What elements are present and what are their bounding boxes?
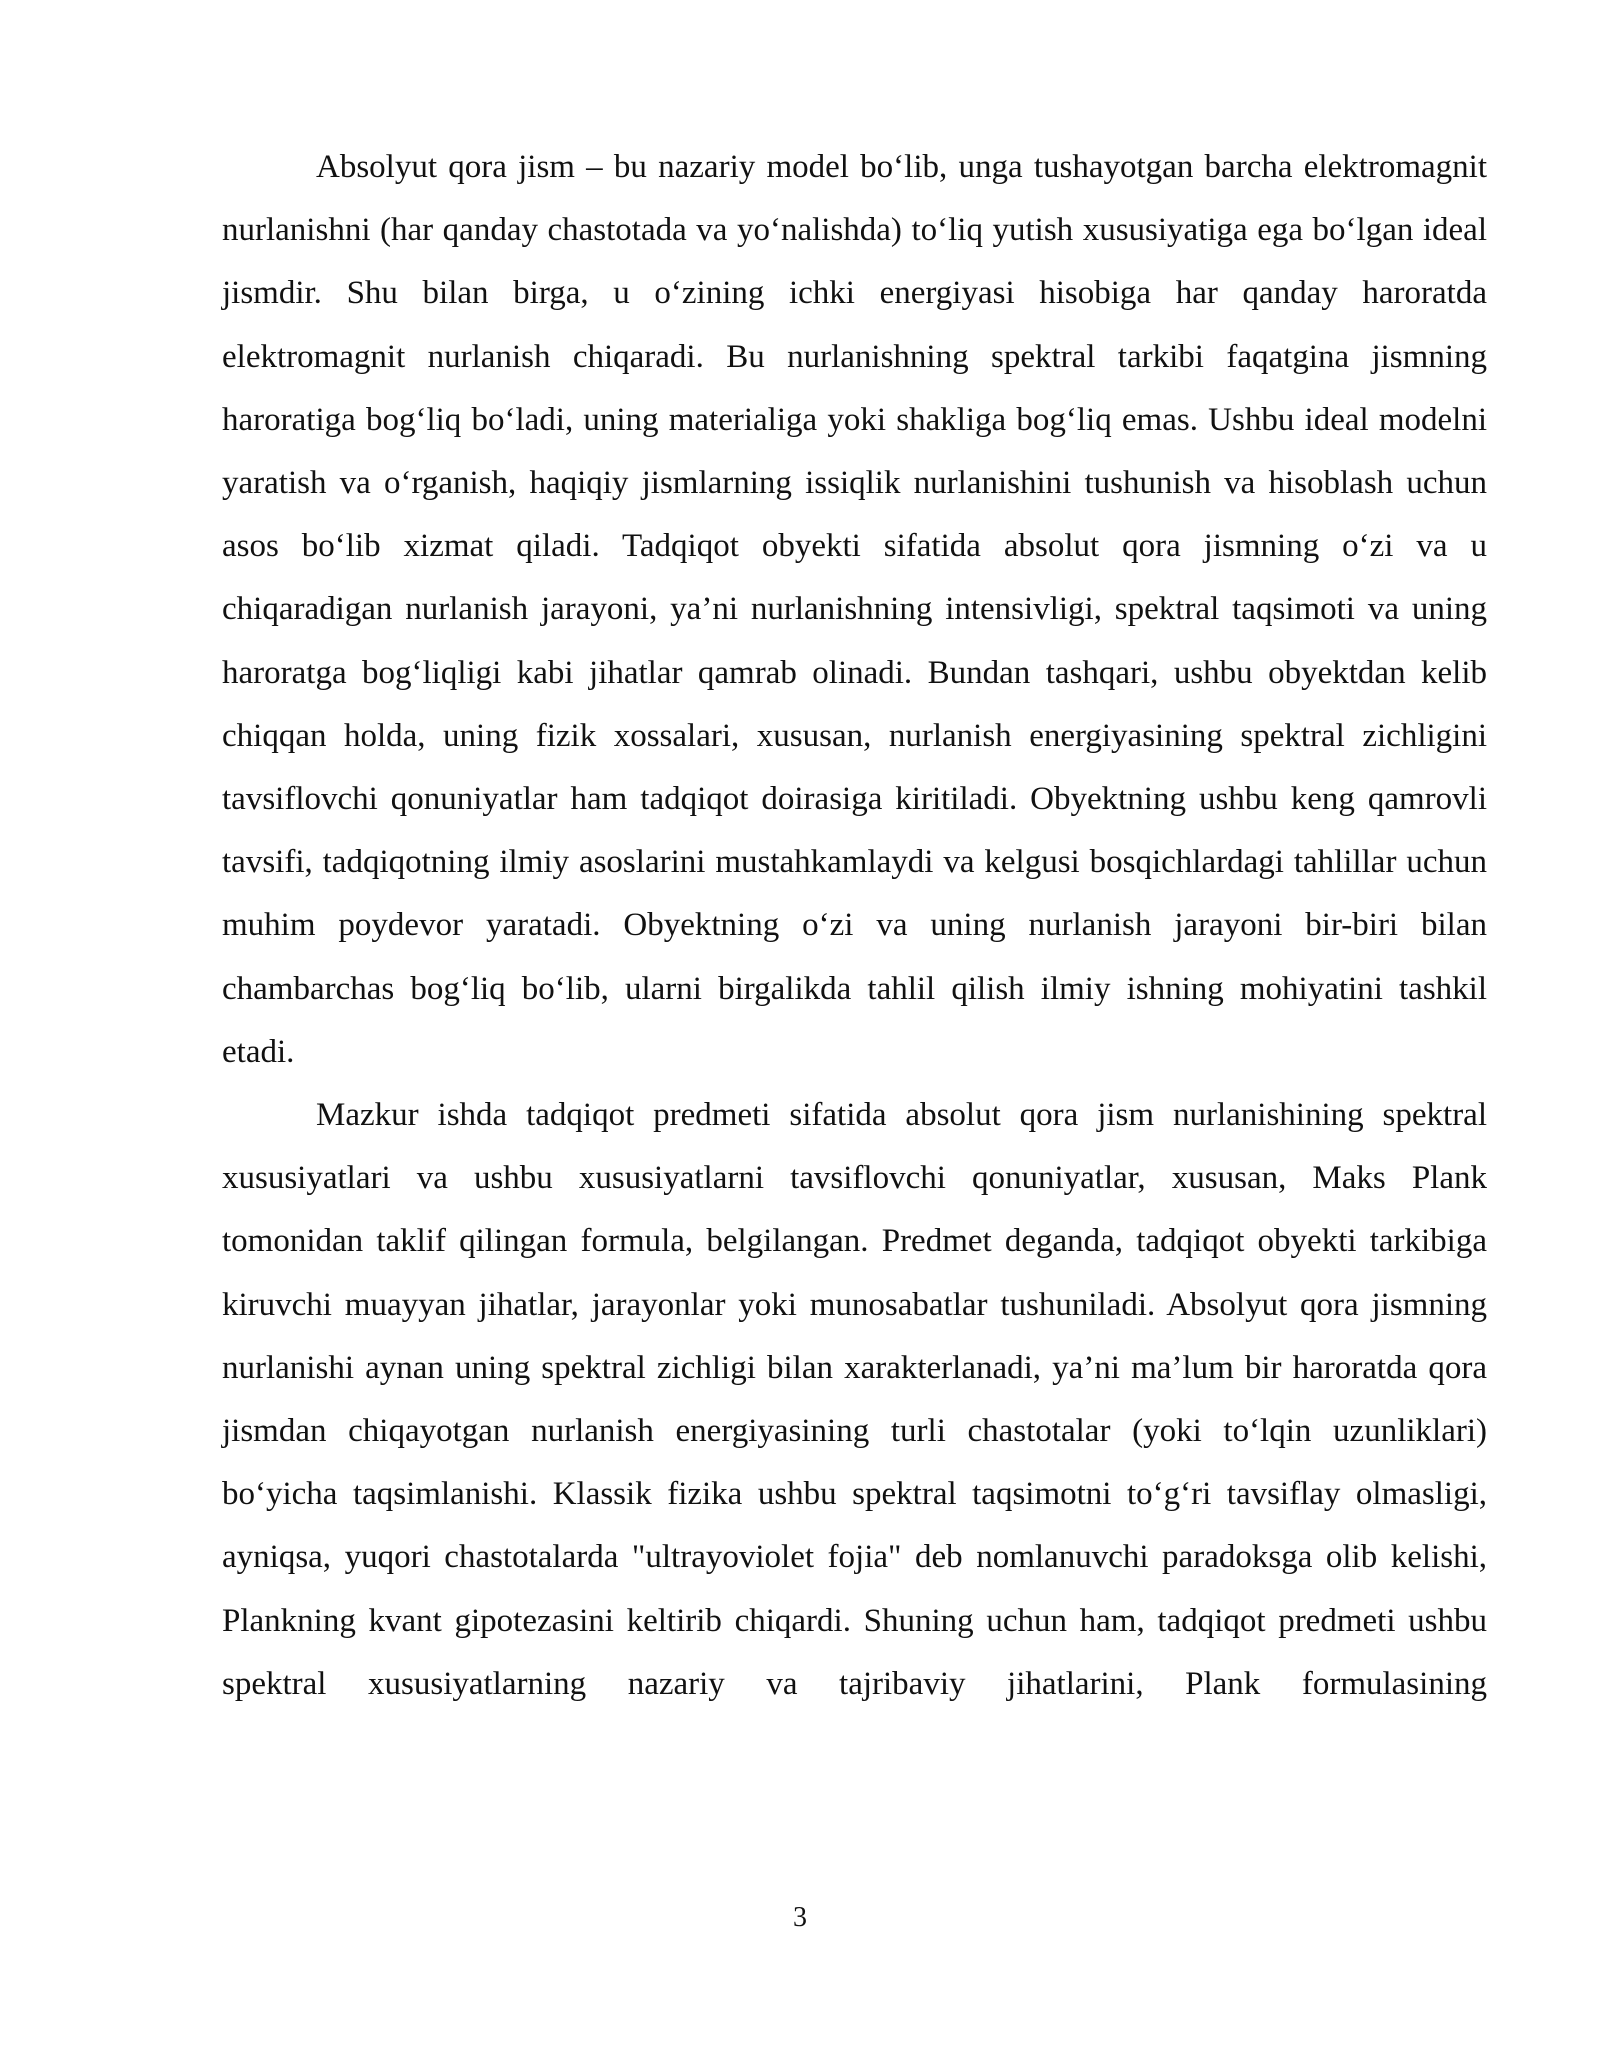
paragraph-object-definition: Absolyut qora jism – bu nazariy model bo‘lib, unga tushayotgan barcha elektromagnit nurlanishni (har qanday chastotada va yo‘nalishda) to‘liq yutish xususiyatiga ega bo‘lgan ideal jismdir. Shu bilan birga, u o‘zining ichki energiyasi hisobiga har qanday haroratda elektromagnit nurlanish chiqaradi. Bu nurlanishning spektral tarkibi faqatgina jismning haroratiga bog‘liq bo‘ladi, uning materialiga yoki shakliga bog‘liq emas. Ushbu ideal modelni yaratish va o‘rganish, haqiqiy jismlarning issiqlik nurlanishini tushunish va hisoblash uchun asos bo‘lib xizmat qiladi. Tadqiqot obyekti sifatida absolut qora jismning o‘zi va u chiqaradigan nurlanish jarayoni, ya’ni nurlanishning intensivligi, spektral taqsimoti va uning haroratga bog‘liqligi kabi jihatlar qamrab olinadi. Bundan tashqari, ushbu obyektdan kelib chiqqan holda, uning fizik xossalari, xususan, nurlanish energiyasining spektral zichligini tavsiflovchi qonuniyatlar ham tadqiqot doirasiga kiritiladi. Obyektning ushbu keng qamrovli tavsifi, tadqiqotning ilmiy asoslarini mustahkamlaydi va kelgusi bosqichlardagi tahlillar uchun muhim poydevor yaratadi. Obyektning o‘zi va uning nurlanish jarayoni bir-biri bilan chambarchas bog‘liq bo‘lib, ularni birgalikda tahlil qilish ilmiy ishning mohiyatini tashkil etadi. <box>222 149 1487 1070</box>
page-number: 3 <box>793 1902 807 1933</box>
paragraph-subject-definition: Mazkur ishda tadqiqot predmeti sifatida absolut qora jism nurlanishining spektral xususiyatlari va ushbu xususiyatlarni tavsiflovchi qonuniyatlar, xususan, Maks Plank tomonidan taklif qilingan formula, belgilangan. Predmet deganda, tadqiqot obyekti tarkibiga kiruvchi muayyan jihatlar, jarayonlar yoki munosabatlar tushuniladi. Absolyut qora jismning nurlanishi aynan uning spektral zichligi bilan xarakterlanadi, ya’ni ma’lum bir haroratda qora jismdan chiqayotgan nurlanish energiyasining turli chastotalar (yoki to‘lqin uzunliklari) bo‘yicha taqsimlanishi. Klassik fizika ushbu spektral taqsimotni to‘g‘ri tavsiflay olmasligi, ayniqsa, yuqori chastotalarda "ultrayoviolet fojia" deb nomlanuvchi paradoksga olib kelishi, Plankning kvant gipotezasini keltirib chiqardi. Shuning uchun ham, tadqiqot predmeti ushbu spektral xususiyatlarning nazariy va tajribaviy jihatlarini, Plank formulasining <box>222 1097 1487 1702</box>
body-text <box>222 136 1487 1716</box>
